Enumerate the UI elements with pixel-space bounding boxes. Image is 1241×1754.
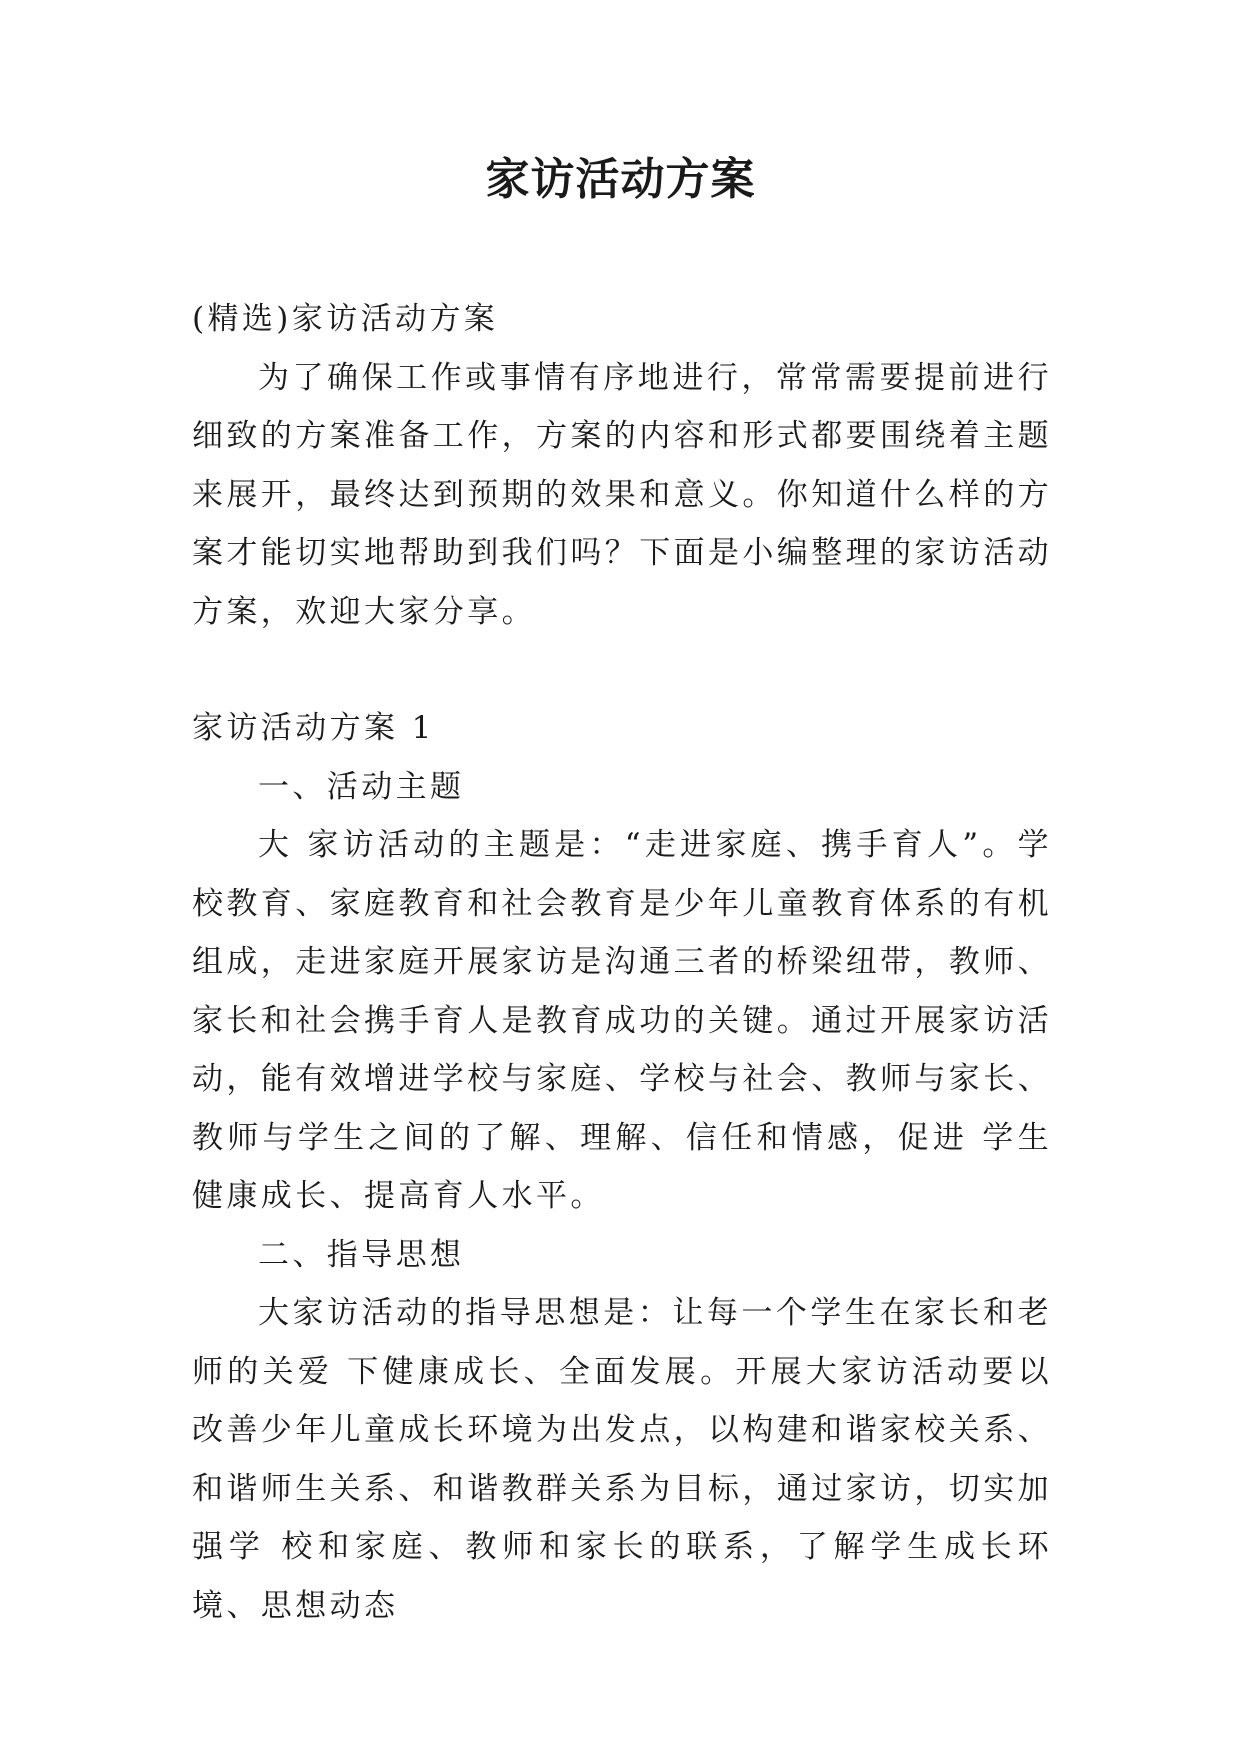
document-title: 家访活动方案 bbox=[485, 154, 756, 205]
part1-heading: 一、活动主题 bbox=[258, 768, 465, 805]
part2-paragraph: 大家访活动的指导思想是：让每一个学生在家长和老师的关爱 下健康成长、全面发展。开展大家访活动要以改善少年儿童成长环境为出发点，以构建和谐家校关系、和谐师生关系、和谐教群关系为目标，通过家访，切实加强学 校和家庭、教师和家长的联系，了解学生成长环境、思想动态 bbox=[192, 1295, 1052, 1624]
part2-heading: 二、指导思想 bbox=[258, 1236, 465, 1273]
section-heading: 家访活动方案 1 bbox=[192, 710, 435, 746]
part1-paragraph: 大 家访活动的主题是：“走进家庭、携手育人”。学校教育、家庭教育和社会教育是少年儿童教育体系的有机组成，走进家庭开展家访是沟通三者的桥梁纽带，教师、 家长和社会携手育人是教育成功的关键。通过开展家访活动，能有效增进学校与家庭、学校与社会、教师与家长、教师与学生之间的了解、理解、信任和情感，促进 学生健康成长、提高育人水平。 bbox=[192, 827, 1052, 1214]
document-subtitle: (精选)家访活动方案 bbox=[192, 301, 499, 337]
intro-paragraph: 为了确保工作或事情有序地进行，常常需要提前进行细致的方案准备工作，方案的内容和形式都要围绕着主题来展开，最终达到预期的效果和意义。你知道什么样的方案才能切实地帮助到我们吗？下面是小编整理的家访活动方案，欢迎大家分享。 bbox=[192, 359, 1052, 630]
document-body bbox=[192, 290, 1052, 1635]
paragraph-spacer bbox=[192, 641, 1052, 699]
